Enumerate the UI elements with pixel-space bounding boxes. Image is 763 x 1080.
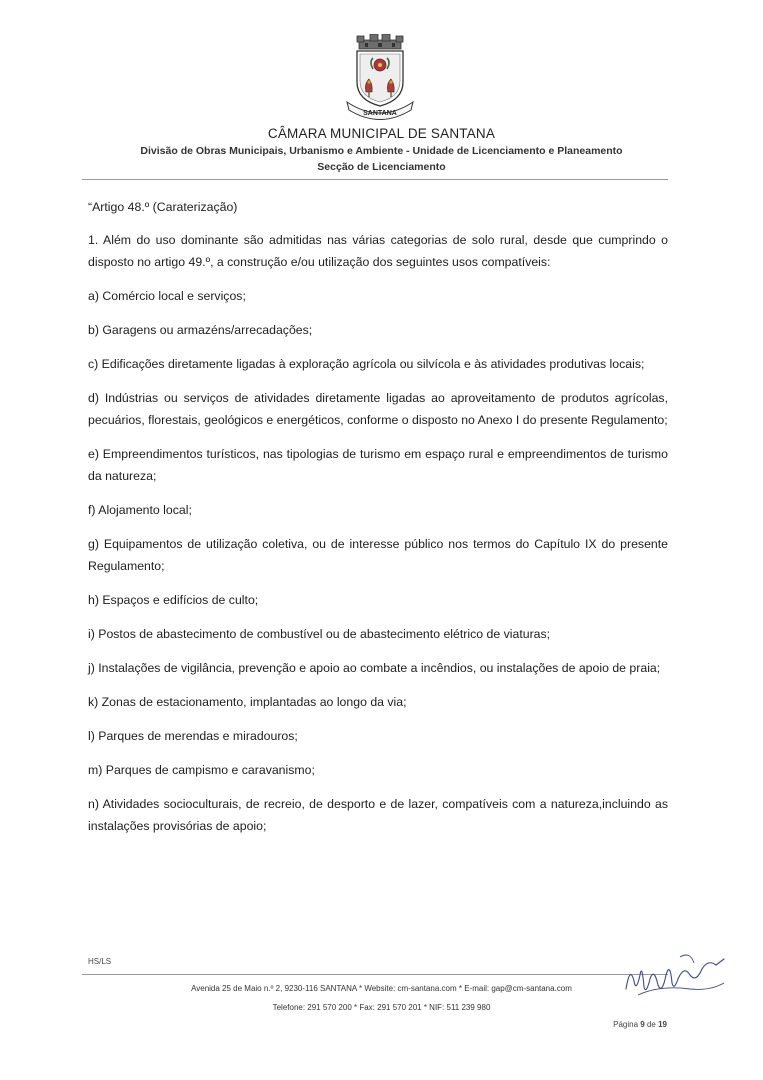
article-body xyxy=(88,196,668,849)
coat-of-arms-icon xyxy=(335,34,425,120)
page-label: Página xyxy=(613,1020,639,1029)
article-item-l: l) Parques de merendas e miradouros; xyxy=(88,729,298,743)
signature-icon xyxy=(620,945,730,1005)
article-item-j: j) Instalações de vigilância, prevenção e apoio ao combate a incêndios, ou instalações de apoio de praia; xyxy=(88,661,661,675)
article-item-n: n) Atividades socioculturais, de recreio, de desporto e de lazer, compatíveis com a natureza,incluindo as instalações provisórias de apoio; xyxy=(88,797,668,833)
footer-contacts: Telefone: 291 570 200 * Fax: 291 570 201 * NIF: 511 239 980 xyxy=(272,1003,491,1012)
division-subtitle: Divisão de Obras Municipais, Urbanismo e Ambiente - Unidade de Licenciamento e Planeamento xyxy=(140,145,623,157)
article-item-a: a) Comércio local e serviços; xyxy=(88,289,246,303)
article-item-i: i) Postos de abastecimento de combustível ou de abastecimento elétrico de viaturas; xyxy=(88,627,551,641)
article-item-d: d) Indústrias ou serviços de atividades diretamente ligadas ao aproveitamento de produtos agrícolas, pecuários, florestais, geológicos e energéticos, conforme o disposto no Anexo I do presente Regulamento; xyxy=(88,391,668,427)
page-current: 9 xyxy=(640,1020,645,1029)
article-item-m: m) Parques de campismo e caravanismo; xyxy=(88,763,315,777)
article-item-k: k) Zonas de estacionamento, implantadas ao longo da via; xyxy=(88,695,407,709)
page-total: 19 xyxy=(658,1020,667,1029)
footer-divider xyxy=(82,974,668,975)
author-initials: HS/LS xyxy=(88,957,112,966)
page-number xyxy=(613,1020,667,1029)
institution-title: CÂMARA MUNICIPAL DE SANTANA xyxy=(267,126,496,141)
article-item-c: c) Edificações diretamente ligadas à exploração agrícola ou silvícola e às atividades produtivas locais; xyxy=(88,357,645,371)
footer-address: Avenida 25 de Maio n.º 2, 9230-116 SANTANA * Website: cm-santana.com * E-mail: gap@cm-santana.com xyxy=(191,984,572,993)
article-item-g: g) Equipamentos de utilização coletiva, ou de interesse público nos termos do Capítulo IX do presente Regulamento; xyxy=(88,537,668,573)
article-paragraph: 1. Além do uso dominante são admitidas nas várias categorias de solo rural, desde que cumprindo o disposto no artigo 49.º, a construção e/ou utilização dos seguintes usos compatíveis: xyxy=(88,233,668,269)
crest-motto: SANTANA xyxy=(363,110,397,117)
page-of-label: de xyxy=(646,1020,656,1029)
article-item-f: f) Alojamento local; xyxy=(88,503,192,517)
header-divider xyxy=(82,179,668,180)
section-subtitle: Secção de Licenciamento xyxy=(317,161,446,173)
article-heading: “Artigo 48.º (Caraterização) xyxy=(88,200,238,214)
article-item-e: e) Empreendimentos turísticos, nas tipologias de turismo em espaço rural e empreendimentos de turismo da natureza; xyxy=(88,447,668,483)
article-item-b: b) Garagens ou armazéns/arrecadações; xyxy=(88,323,313,337)
article-item-h: h) Espaços e edifícios de culto; xyxy=(88,593,259,607)
